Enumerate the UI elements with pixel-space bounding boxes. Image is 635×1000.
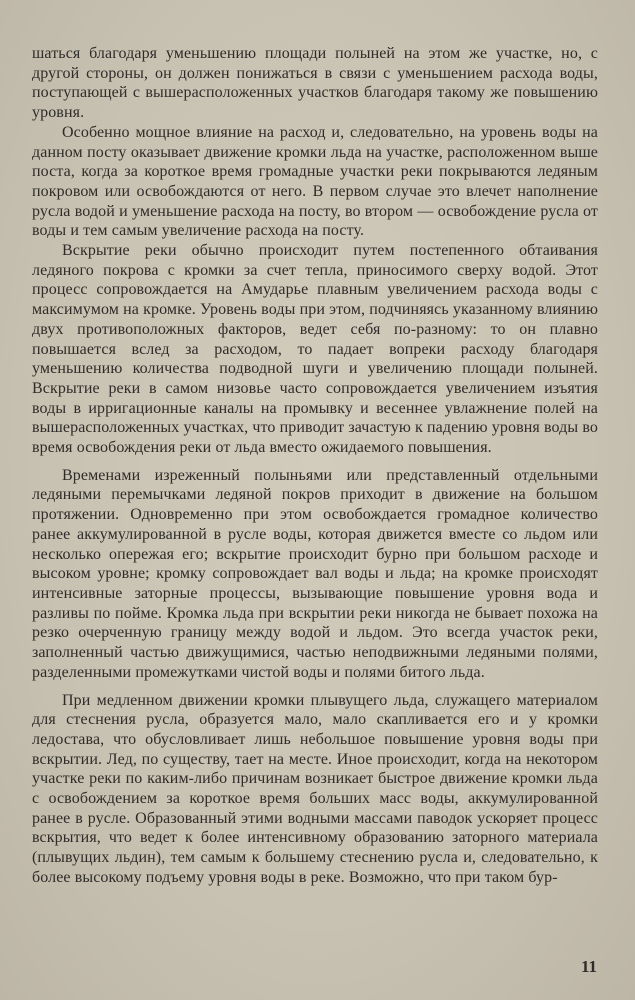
body-text [32, 44, 598, 888]
paragraph-ice-edge-influence: Особенно мощное влияние на расход и, следовательно, на уровень воды на данном посту оказывает движение кромки льда на участке, расположенном выше поста, когда за короткое время громадные участки реки покрываются ледяным покровом или освобождаются от него. В первом случае это влечет наполнение русла водой и уменьшение расхода на посту, во втором — освобождение русла от воды и тем самым увеличение расхода на посту. [32, 123, 598, 240]
paragraph-slow-ice-movement: При медленном движении кромки плывущего льда, служащего материалом для стеснения русла, образуется мало, мало скапливается его и у кромки ледостава, что обусловливает лишь небольшое повышение уровня воды при вскрытии. Лед, по существу, тает на месте. Иное происходит, когда на некотором участке реки по каким-либо причинам возникает быстрое движение кромки льда с освобождением за короткое время больших масс воды, аккумулированной ранее в русле. Образованный этими водными массами паводок ускоряет процесс вскрытия, что ведет к более интенсивному образованию заторного материала (плывущих льдин), тем самым к большему стеснению русла и, следовательно, к более высокому подъему уровня воды в реке. Возможно, что при таком бур- [32, 691, 598, 886]
page-number: 11 [581, 957, 598, 976]
paragraph-continuation: шаться благодаря уменьшению площади полыней на этом же участке, но, с другой стороны, он должен понижаться в связи с уменьшением расхода воды, поступающей с вышерасположенных участков благодаря такому же повышению уровня. [32, 45, 598, 122]
paragraph-ice-cover-movement: Временами изреженный полыньями или представленный отдельными ледяными перемычками ледяной покров приходит в движение на большом протяжении. Одновременно при этом освобождается громадное количество ранее аккумулированной в русле воды, которая движется вместе со льдом или несколько опережая его; вскрытие происходит бурно при большом расходе и высоком уровне; кромку сопровождает вал воды и льда; на кромке происходят интенсивные заторные процессы, вызывающие повышение уровня вода и разливы по пойме. Кромка льда при вскрытии реки никогда не бывает похожа на резко очерченную границу между водой и льдом. Это всегда участок реки, заполненный частью движущимися, частью неподвижными ледяными полями, разделенными промежутками чистой воды и полями битого льда. [32, 466, 598, 681]
paragraph-river-breakup: Вскрытие реки обычно происходит путем постепенного обтаивания ледяного покрова с кромки за счет тепла, приносимого сверху водой. Этот процесс сопровождается на Амударье плавным увеличением расхода воды с максимумом на кромке. Уровень воды при этом, подчиняясь указанному влиянию двух противоположных факторов, ведет себя по-разному: то он плавно повышается вслед за расходом, то падает вопреки расходу благодаря уменьшению количества подводной шуги и увеличению площади полыней. Вскрытие реки в самом низовье часто сопровождается увеличением изъятия воды в ирригационные каналы на промывку и весеннее увлажнение полей на вышерасположенных участках, что приводит зачастую к падению уровня воды во время освобождения реки от льда вместо ожидаемого повышения. [32, 242, 598, 457]
